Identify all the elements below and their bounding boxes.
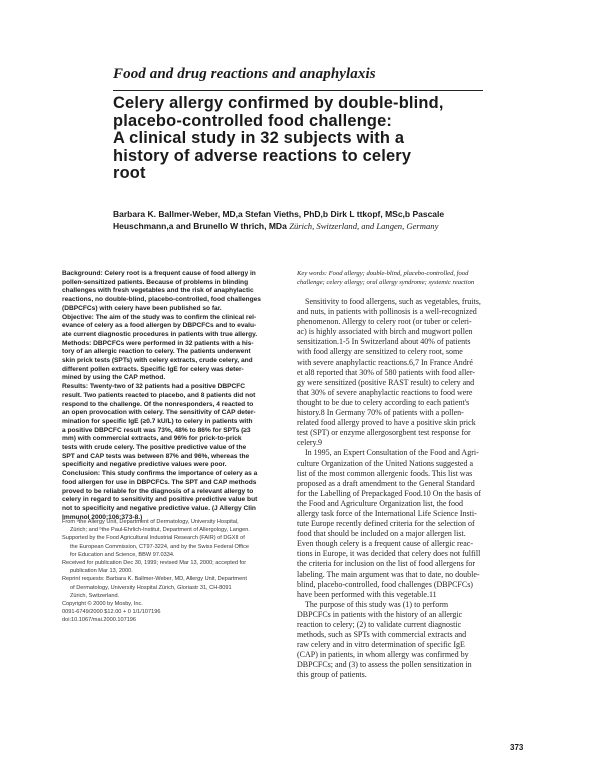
title-line: root <box>113 164 146 183</box>
footnote-line: Zürich; and ᵇthe Paul-Ehrlich-Institut, Department of Allergology, Langen. <box>70 527 250 534</box>
body-line: sensitization.1-5 In Switzerland about 40% of patients <box>297 337 471 347</box>
section-heading: Food and drug reactions and anaphylaxis <box>113 66 376 82</box>
footnote-line: for Education and Science, BBW 97.0334. <box>70 551 175 558</box>
body-line: DBPCFCs; and (3) to assess the pollen sensitization in <box>297 660 472 670</box>
body-line: thought to be due to celery according to each patient's <box>297 397 470 407</box>
body-line: have been performed with this vegetable.11 <box>297 589 437 599</box>
body-line: proposed as a draft amendment to the General Standard <box>297 478 475 488</box>
body-line: the Food and Agriculture Organization list, the food <box>297 498 464 508</box>
body-line: The purpose of this study was (1) to perform <box>305 599 449 609</box>
abstract-line: mination for specific IgE (≥0.7 kU/L) to celery in patients with <box>62 417 253 425</box>
author-line-2 <box>113 220 493 232</box>
title-line: history of adverse reactions to celery <box>113 146 412 165</box>
footnote-line: 0091-6749/2000 $12.00 + 0 1/1/107196 <box>62 609 161 616</box>
body-line: phenomenon. Allergy to celery root (or tuber or celeri- <box>297 317 472 327</box>
footnote-line: From ᵃthe Allergy Unit, Department of Dermatology, University Hospital, <box>62 519 239 525</box>
abstract-line: food allergen for use in DBPCFCs. The SPT and CAP methods <box>62 478 257 486</box>
footnote-line: Received for publication Dec 30, 1999; revised Mar 13, 2000; accepted for <box>62 560 247 567</box>
abstract-line: SPT and CAP tests was between 87% and 96%, whereas the <box>62 452 250 460</box>
body-line: blind, placebo-controlled, food challenges (DBPCFCs) <box>297 579 473 589</box>
footnote-line: Reprint requests: Barbara K. Ballmer-Weber, MD, Allergy Unit, Department <box>62 576 247 583</box>
body-line: Sensitivity to food allergens, such as vegetables, fruits, <box>305 297 481 306</box>
abstract-line: ate current diagnostic procedures in patients with true allergy. <box>62 330 258 338</box>
abstract-line: Conclusion: This study confirms the importance of celery as a <box>62 470 258 478</box>
keywords-line: challenge; celery allergy; oral allergy syndrome; systemic reaction <box>297 278 475 286</box>
abstract-line: an open provocation with celery. The sensitivity of CAP deter- <box>62 409 256 417</box>
title-line: placebo-controlled food challenge: <box>113 111 393 130</box>
abstract-line: respond to the challenge. Of the nonresponders, 4 reacted to <box>62 400 254 408</box>
body-line: methods, such as SPTs with commercial extracts and <box>297 630 467 640</box>
body-line: ac) is highly associated with birch and mugwort pollen <box>297 327 473 337</box>
abstract-line: mined by using the CAP method. <box>62 374 166 382</box>
body-line: for the Labelling of Prepackaged Food.10 On the basis of <box>297 488 481 498</box>
body-line: raw celery and in vitro determination of specific IgE <box>297 640 465 650</box>
footnote-line: publication Mar 13, 2000. <box>70 568 133 575</box>
author-location: Zürich, Switzerland, and Langen, Germany <box>289 221 439 231</box>
abstract-line: mm) with commercial extracts, and 96% for prick-to-prick <box>62 435 242 443</box>
body-line: and nuts, in patients with pollinosis is a well-recognized <box>297 307 477 317</box>
title-line: Celery allergy confirmed by double-blind, <box>113 94 444 112</box>
author-line: Barbara K. Ballmer-Weber, MD,a Stefan Vieths, PhD,b Dirk L ttkopf, MSc,b Pascale <box>113 209 445 219</box>
abstract-line: not to specificity and negative predictive value. (J Allergy Clin <box>62 504 256 512</box>
abstract-line: celery in regard to sensitivity and positive predictive value but <box>62 496 258 504</box>
footnote-line: Zürich, Switzerland. <box>70 592 120 599</box>
body-line: this group of patients. <box>297 670 367 680</box>
body-line: DBPCFCs in patients with the history of an allergic <box>297 609 463 619</box>
footnote-line: the European Commission, CT97-3224, and by the Swiss Federal Office <box>70 543 249 550</box>
footnote-line: of Dermatology, University Hospital Zürich, Gloriastr 31, CH-8091 <box>70 584 232 591</box>
body-line: celery.9 <box>297 438 323 448</box>
footnote-line: doi:10.1067/mai.2000.107196 <box>62 617 137 624</box>
author-line: Heuschmann,a and Brunello W thrich, MDa <box>113 221 287 231</box>
abstract-line: challenges with fresh vegetables and the risk of anaphylactic <box>62 287 254 295</box>
abstract-line: tory of an allergic reaction to celery. The patients underwent <box>62 348 251 356</box>
abstract-line: pollen-sensitized patients. Because of problems in blinding <box>62 278 249 286</box>
body-line: gy were sensitized (positive RAST result) to celery and <box>297 377 475 387</box>
body-line: In 1995, an Expert Consultation of the Food and Agri- <box>305 448 479 458</box>
abstract-line: result. Two patients reacted to placebo, and 8 patients did not <box>62 391 256 399</box>
footnote-line: Copyright © 2000 by Mosby, Inc. <box>62 601 143 608</box>
body-text <box>297 297 529 681</box>
section-rule <box>113 90 483 91</box>
abstract-line: evance of celery as a food allergen by DBPCFCs and to evalu- <box>62 322 257 330</box>
body-line: the criteria for inclusion on the list of food allergens for <box>297 559 476 569</box>
keywords-line: Key words: Food allergy; double-blind, placebo-controlled, food <box>297 270 469 277</box>
body-line: et al8 reported that 30% of 580 patients with food aller- <box>297 367 476 377</box>
footnote-line: Supported by the Food Agricultural Industrial Research (FAIR) of DGXII of <box>62 535 245 542</box>
abstract-line: (DBPCFCs) with celery have been published so far. <box>62 304 222 312</box>
abstract-line: different pollen extracts. Specific IgE for celery was deter- <box>62 365 244 373</box>
body-line: (CAP) in patients, in whom allergy was confirmed by <box>297 650 469 660</box>
body-line: allergy task force of the International Life Science Insti- <box>297 508 477 518</box>
body-line: with severe anaphylactic reactions.6,7 In France André <box>297 357 473 367</box>
article-title <box>113 95 493 183</box>
body-line: culture Organization of the United Nations suggested a <box>297 458 474 468</box>
author-block <box>113 208 493 232</box>
body-line: history.8 In Germany 70% of patients with a pollen- <box>297 408 464 418</box>
abstract-line: skin prick tests (SPTs) with celery extracts, crude celery, and <box>62 357 253 365</box>
body-line: that 30% of severe anaphylactic reactions to food were <box>297 387 473 397</box>
body-line: related food allergy proved to have a positive skin prick <box>297 418 476 428</box>
body-line: Even though celery is a frequent cause of allergic reac- <box>297 539 473 549</box>
abstract-line: tests with crude celery. The positive predictive value of the <box>62 444 247 452</box>
abstract-line: Objective: The aim of the study was to confirm the clinical rel- <box>62 313 257 321</box>
body-line: test (SPT) or enzyme allergosorgbent test response for <box>297 428 471 438</box>
body-line: list of the most common allergenic foods. This list was <box>297 468 473 478</box>
page-number: 373 <box>510 743 524 752</box>
abstract-line: specificity and negative predictive values were poor. <box>62 461 227 469</box>
body-line: food that should be included on a major allergen list. <box>297 529 466 539</box>
abstract-line: reactions, no double-blind, placebo-controlled, food challenges <box>62 296 261 304</box>
abstract-line: Immunol 2000;106:373-8.) <box>62 513 143 521</box>
body-line: reaction to celery; (2) to validate current diagnostic <box>297 620 462 629</box>
abstract <box>62 270 280 522</box>
abstract-line: Results: Twenty-two of 32 patients had a positive DBPCFC <box>62 383 246 391</box>
body-line: tions in Europe, it was decided that celery does not fulfill <box>297 549 481 559</box>
body-line: labeling. The main argument was that to date, no double- <box>297 569 480 579</box>
abstract-line: Background: Celery root is a frequent cause of food allergy in <box>62 270 256 277</box>
body-line: with food allergy are sensitized to celery root, some <box>297 347 463 357</box>
body-line: tute Europe recently defined criteria for the selection of <box>297 519 475 529</box>
title-line: A clinical study in 32 subjects with a <box>113 129 405 148</box>
abstract-line: a positive DBPCFC result was 73%, 48% to 86% for SPTs (≥3 <box>62 426 251 434</box>
abstract-line: Methods: DBPCFCs were performed in 32 patients with a his- <box>62 339 254 347</box>
footnotes <box>62 518 282 625</box>
keywords <box>297 270 527 287</box>
abstract-line: proved to be reliable for the diagnosis of a relevant allergy to <box>62 487 254 495</box>
